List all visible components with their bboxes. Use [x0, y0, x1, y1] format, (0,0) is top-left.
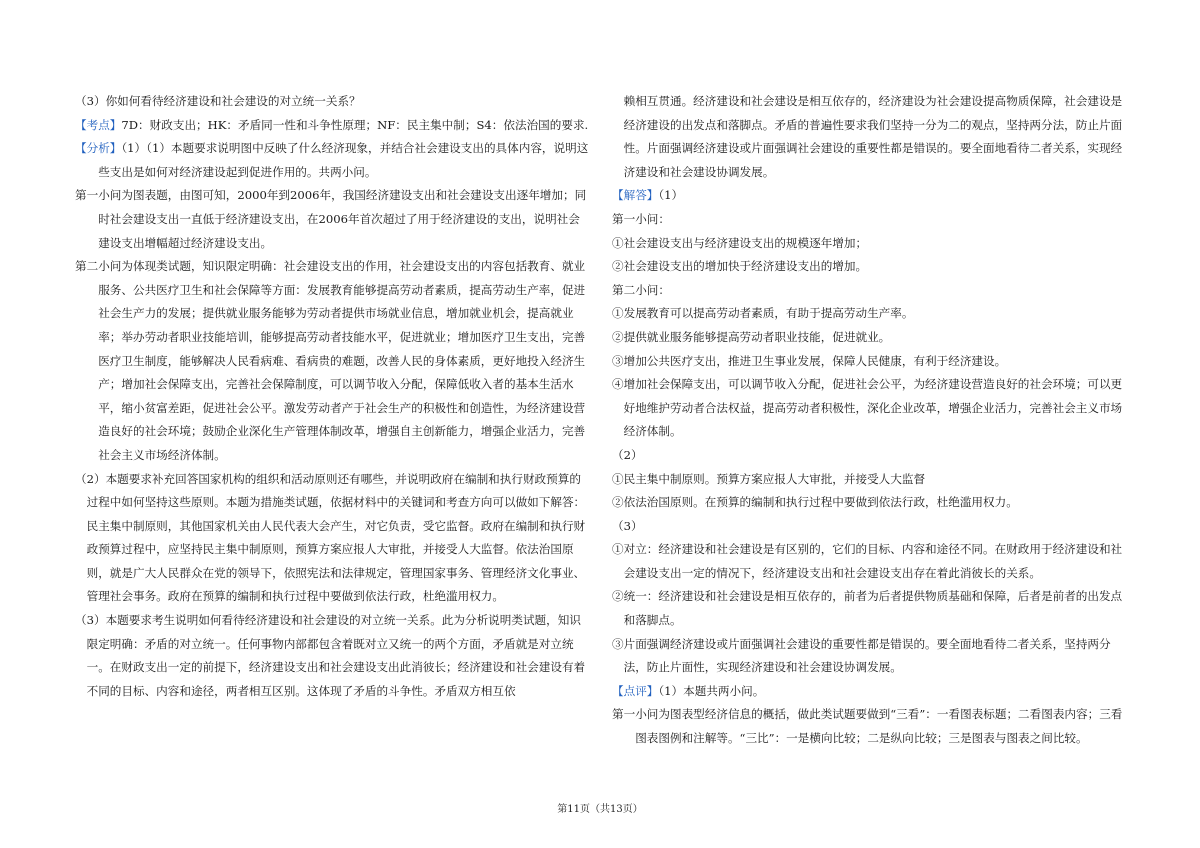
- answer-item: ②社会建设支出的增加快于经济建设支出的增加。: [612, 259, 868, 274]
- answer-item: ②提供就业服务能够提高劳动者职业技能，促进就业。: [612, 329, 891, 344]
- part-3-analysis: （3）本题要求考生说明如何看待经济建设和社会建设的对立统一关系。此为分析说明类试题，知识限定明确：矛盾的对立统一。任何事物内部都包含着既对立又统一的两个方面，矛盾就是对立统一。在财政支出一定的前提下，经济建设支出和社会建设支出此消彼长；经济建设和社会建设有着不同的目标、内容和途径，两者相互区别。这体现了矛盾的斗争性。矛盾双方相互依: [75, 613, 586, 698]
- second-question-label: 第二小问：: [612, 282, 670, 297]
- question-3: （3）你如何看待经济建设和社会建设的对立统一关系？: [75, 94, 361, 108]
- jieda-tag: 【解答】: [612, 188, 659, 203]
- dianping-tag: 【点评】: [612, 683, 659, 698]
- dianping-text: （1）本题共两小问。: [658, 683, 765, 698]
- first-question-label: 第一小问：: [612, 211, 670, 226]
- fenxi-tag: 【分析】: [75, 141, 122, 156]
- fenxi-text: （1）（1）本题要求说明图中反映了什么经济现象，并结合社会建设支出的具体内容，说明这些支出是如何对经济建设起到促进作用的。共两小问。: [98, 141, 589, 179]
- answer-item: ③增加公共医疗支出，推进卫生事业发展，保障人民健康，有利于经济建设。: [612, 353, 1007, 368]
- kaodian-paragraph: [75, 114, 590, 138]
- part-2-label: （2）: [612, 447, 643, 462]
- answer-item: ③片面强调经济建设或片面强调社会建设的重要性都是错误的。要全面地看待二者关系，坚持两分法，防止片面性，实现经济建设和社会建设协调发展。: [612, 636, 1111, 675]
- first-question-analysis: 第一小问为图表题，由图可知，2000年到2006年，我国经济建设支出和社会建设支出逐年增加；同时社会建设支出一直低于经济建设支出，在2006年首次超过了用于经济建设的支出，说明社会建设支出增幅超过经济建设支出。: [75, 188, 587, 250]
- answer-item: ②依法治国原则。在预算的编制和执行过程中要做到依法行政，杜绝滥用权力。: [612, 495, 1018, 510]
- dianping-heading: [612, 680, 1132, 704]
- part-3-analysis-continued: 赖相互贯通。经济建设和社会建设是相互依存的，经济建设为社会建设提高物质保障，社会建设是经济建设的出发点和落脚点。矛盾的普遍性要求我们坚持一分为二的观点，坚持两分法，防止片面性。片面强调经济建设或片面强调社会建设的重要性都是错误的。要全面地看待二者关系，实现经济建设和社会建设协调发展。: [623, 94, 1123, 179]
- answer-item: ④增加社会保障支出，可以调节收入分配，促进社会公平，为经济建设营造良好的社会环境；可以更好地维护劳动者合法权益，提高劳动者积极性，深化企业改革，增强企业活力，完善社会主义市场经济体制。: [612, 377, 1123, 439]
- jieda-heading: [612, 184, 1132, 208]
- answer-item: ①社会建设支出与经济建设支出的规模逐年增加；: [612, 235, 868, 250]
- second-question-analysis: 第二小问为体现类试题，知识限定明确：社会建设支出的作用，社会建设支出的内容包括教育、就业服务、公共医疗卫生和社会保障等方面：发展教育能够提高劳动者素质，提高劳动生产率，促进社会生产力的发展；提供就业服务能够为劳动者提供市场就业信息，增加就业机会，提高就业率；举办劳动者职业技能培训，能够提高劳动者技能水平，促进就业；增加医疗卫生支出，完善医疗卫生制度，能够解决人民看病难、看病贵的难题，改善人民的身体素质，更好地投入经济生产；增加社会保障支出，完善社会保障制度，可以调节收入分配，保障低收入者的基本生活水平，缩小贫富差距，促进社会公平。激发劳动者产于社会生产的积极性和创造性，为经济建设营造良好的社会环境；鼓励企业深化生产管理体制改革，增强自主创新能力，增强企业活力，完善社会主义市场经济体制。: [75, 259, 586, 462]
- fenxi-paragraph: [75, 137, 590, 184]
- part-2-analysis: （2）本题要求补充回答国家机构的组织和活动原则还有哪些，并说明政府在编制和执行财政预算的过程中如何坚持这些原则。本题为措施类试题，依据材料中的关键词和考查方向可以做如下解答：民主集中制原则，其他国家机关由人民代表大会产生，对它负责，受它监督。政府在编制和执行财政预算过程中，应坚持民主集中制原则，预算方案应报人大审批，并接受人大监督。依法治国原则，就是广大人民群众在党的领导下，依照宪法和法律规定，管理国家事务、管理经济文化事业、管理社会事务。政府在预算的编制和执行过程中要做到依法行政，杜绝滥用权力。: [75, 471, 586, 604]
- answer-item: ①民主集中制原则。预算方案应报人大审批，并接受人大监督: [612, 471, 926, 486]
- dianping-paragraph: 第一小问为图表型经济信息的概括，做此类试题要做到“三看”：一看图表标题；二看图表内容；三看图表图例和注解等。“三比”：一是横向比较；二是纵向比较；三是图表与图表之间比较。: [612, 707, 1123, 746]
- kaodian-text: 7D：财政支出；HK：矛盾同一性和斗争性原理；NF：民主集中制；S4：依法治国的要求.: [121, 117, 589, 132]
- answer-item: ①发展教育可以提高劳动者素质，有助于提高劳动生产率。: [612, 306, 914, 321]
- right-column: [612, 90, 1132, 751]
- answer-item: ①对立：经济建设和社会建设是有区别的，它们的目标、内容和途径不同。在财政用于经济建设和社会建设支出一定的情况下，经济建设支出和社会建设支出存在着此消彼长的关系。: [612, 542, 1123, 580]
- kaodian-tag: 【考点】: [75, 117, 122, 132]
- jieda-part-1-label: （1）: [658, 188, 684, 203]
- part-3-label: （3）: [612, 518, 643, 533]
- page-footer: 第11页（共13页）: [557, 804, 643, 815]
- answer-item: ②统一：经济建设和社会建设是相互依存的，前者为后者提供物质基础和保障，后者是前者的出发点和落脚点。: [612, 589, 1123, 628]
- left-column: [75, 90, 590, 703]
